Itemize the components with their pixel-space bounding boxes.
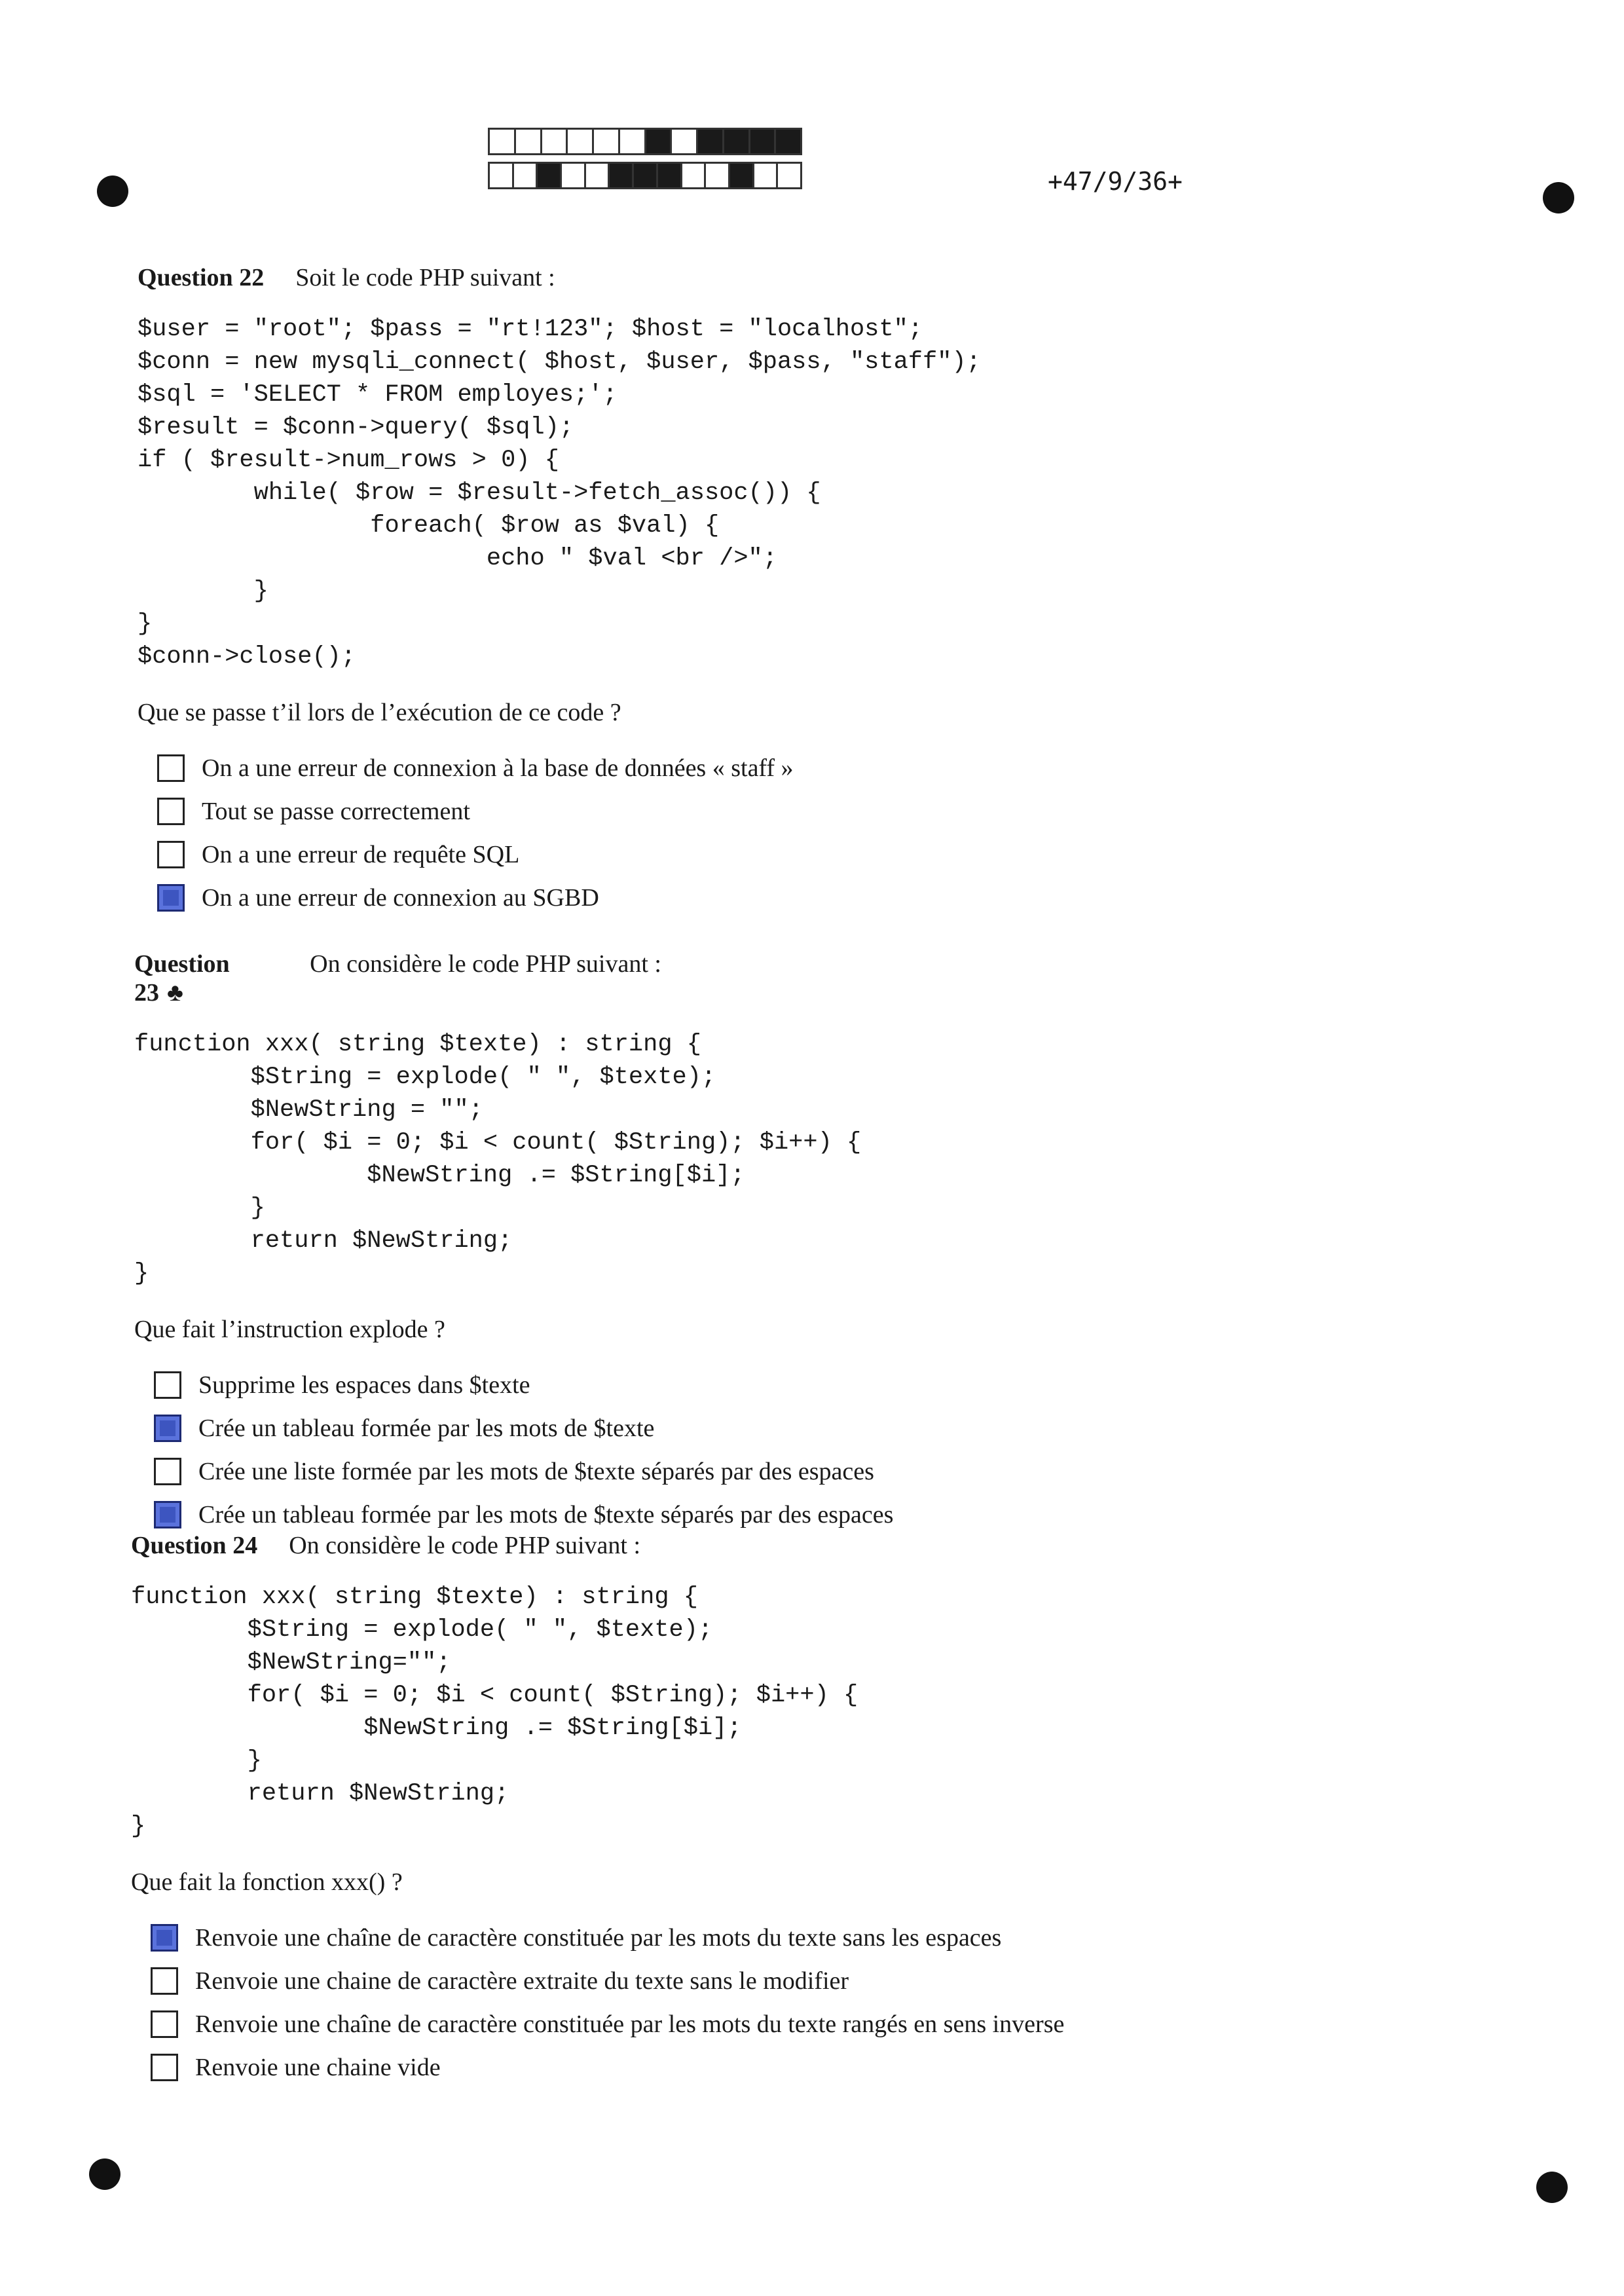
page-code: +47/9/36+ — [1048, 167, 1183, 196]
barcode-row-2 — [488, 162, 802, 189]
barcode-cell — [696, 128, 722, 155]
answer-options — [134, 1363, 893, 1536]
registration-mark-bottom-left — [89, 2158, 120, 2190]
question-label: Question 23 ♣ — [134, 950, 230, 1007]
barcode-cell — [656, 162, 680, 189]
registration-mark-bottom-right — [1536, 2172, 1568, 2203]
answer-options — [131, 1916, 1064, 2089]
question-intro: Soit le code PHP suivant : — [295, 264, 555, 291]
barcode-cell — [748, 128, 775, 155]
barcode-cell — [584, 162, 608, 189]
barcode-cell — [512, 162, 536, 189]
barcode-cell — [560, 162, 584, 189]
answer-text: Renvoie une chaîne de caractère constituée par les mots du texte rangés en sens inverse — [195, 2010, 1065, 2038]
answer-checkbox[interactable] — [151, 2010, 178, 2038]
code-block: function xxx( string $texte) : string { $String = explode( " ", $texte); $NewString=""; for( $i = 0; $i < count( $String); $i++) { $NewString .= $String[$i]; } return $NewString; } — [131, 1583, 858, 1840]
barcode-cell — [488, 162, 512, 189]
answer-option — [154, 1450, 893, 1493]
answer-text: Renvoie une chaîne de caractère constituée par les mots du texte sans les espaces — [195, 1924, 1002, 1952]
answer-checkbox[interactable] — [157, 884, 185, 912]
question-header — [131, 1531, 1064, 1560]
question-prompt: Que fait la fonction xxx() ? — [131, 1868, 403, 1896]
barcode-cell — [536, 162, 560, 189]
barcode-row-1 — [488, 128, 802, 155]
answer-checkbox[interactable] — [154, 1501, 181, 1528]
question-header — [134, 950, 893, 1007]
registration-mark-top-left — [97, 176, 128, 207]
answer-checkbox[interactable] — [151, 1924, 178, 1952]
code-block: function xxx( string $texte) : string { $String = explode( " ", $texte); $NewString = ""; for( $i = 0; $i < count( $String); $i++) { $NewString .= $String[$i]; } return $NewString; } — [134, 1031, 862, 1287]
answer-option — [157, 876, 981, 919]
answer-checkbox[interactable] — [157, 754, 185, 782]
club-icon: ♣ — [167, 979, 183, 1007]
question-prompt: Que se passe t’il lors de l’exécution de ce code ? — [138, 699, 621, 726]
answer-option — [154, 1363, 893, 1407]
question-header — [138, 263, 981, 292]
answer-text: Supprime les espaces dans $texte — [198, 1371, 530, 1399]
barcode-cell — [644, 128, 671, 155]
barcode-cell — [618, 128, 644, 155]
barcode-cell — [722, 128, 748, 155]
question-prompt: Que fait l’instruction explode ? — [134, 1316, 445, 1343]
answer-option — [151, 2046, 1064, 2089]
answer-option — [154, 1407, 893, 1450]
question-intro: On considère le code PHP suivant : — [289, 1532, 641, 1559]
answer-option — [151, 1959, 1064, 2003]
answer-text: On a une erreur de requête SQL — [202, 841, 520, 868]
barcode-cell — [704, 162, 728, 189]
barcode-cell — [488, 128, 514, 155]
registration-mark-top-right — [1543, 182, 1574, 213]
barcode-cell — [774, 128, 802, 155]
answer-text: Tout se passe correctement — [202, 798, 470, 825]
answer-checkbox[interactable] — [154, 1458, 181, 1485]
answer-text: Renvoie une chaine de caractère extraite du texte sans le modifier — [195, 1967, 849, 1995]
barcode-cell — [632, 162, 656, 189]
answer-option — [157, 747, 981, 790]
barcode-cell — [776, 162, 802, 189]
answer-checkbox[interactable] — [154, 1371, 181, 1399]
barcode-cell — [680, 162, 705, 189]
barcode-cell — [566, 128, 592, 155]
answer-text: On a une erreur de connexion au SGBD — [202, 884, 599, 912]
answer-text: Crée une liste formée par les mots de $texte séparés par des espaces — [198, 1458, 874, 1485]
answer-option — [157, 790, 981, 833]
barcode-cell — [728, 162, 752, 189]
answer-text: Crée un tableau formée par les mots de $texte — [198, 1415, 655, 1442]
answer-option — [151, 1916, 1064, 1959]
answer-checkbox[interactable] — [157, 841, 185, 868]
question-24 — [131, 1531, 1064, 2089]
barcode-cell — [540, 128, 566, 155]
answer-option — [151, 2003, 1064, 2046]
answer-option — [154, 1493, 893, 1536]
question-intro: On considère le code PHP suivant : — [310, 950, 661, 978]
barcode-cell — [592, 128, 618, 155]
answer-checkbox[interactable] — [157, 798, 185, 825]
answer-text: On a une erreur de connexion à la base de données « staff » — [202, 754, 794, 782]
answer-checkbox[interactable] — [154, 1415, 181, 1442]
page-barcode — [488, 128, 802, 196]
barcode-cell — [670, 128, 696, 155]
question-label: Question 24 — [131, 1532, 258, 1559]
answer-checkbox[interactable] — [151, 1967, 178, 1995]
code-block: $user = "root"; $pass = "rt!123"; $host = "localhost"; $conn = new mysqli_connect( $host, $user, $pass, "staff"); $sql = 'SELECT * FROM employes;'; $result = $conn->query( $sql); if ( $result->num_rows > 0) { while( $row = $result->fetch_assoc()) { foreach( $row as $val) { echo " $val <br />"; } } $conn->close(); — [138, 316, 981, 671]
answer-text: Renvoie une chaine vide — [195, 2054, 441, 2081]
answer-checkbox[interactable] — [151, 2054, 178, 2081]
question-23 — [134, 950, 893, 1536]
answer-options — [138, 747, 981, 919]
question-22 — [138, 263, 981, 919]
question-label: Question 22 — [138, 264, 265, 291]
barcode-cell — [514, 128, 540, 155]
barcode-cell — [752, 162, 777, 189]
answer-text: Crée un tableau formée par les mots de $texte séparés par des espaces — [198, 1501, 894, 1528]
barcode-cell — [608, 162, 632, 189]
answer-option — [157, 833, 981, 876]
